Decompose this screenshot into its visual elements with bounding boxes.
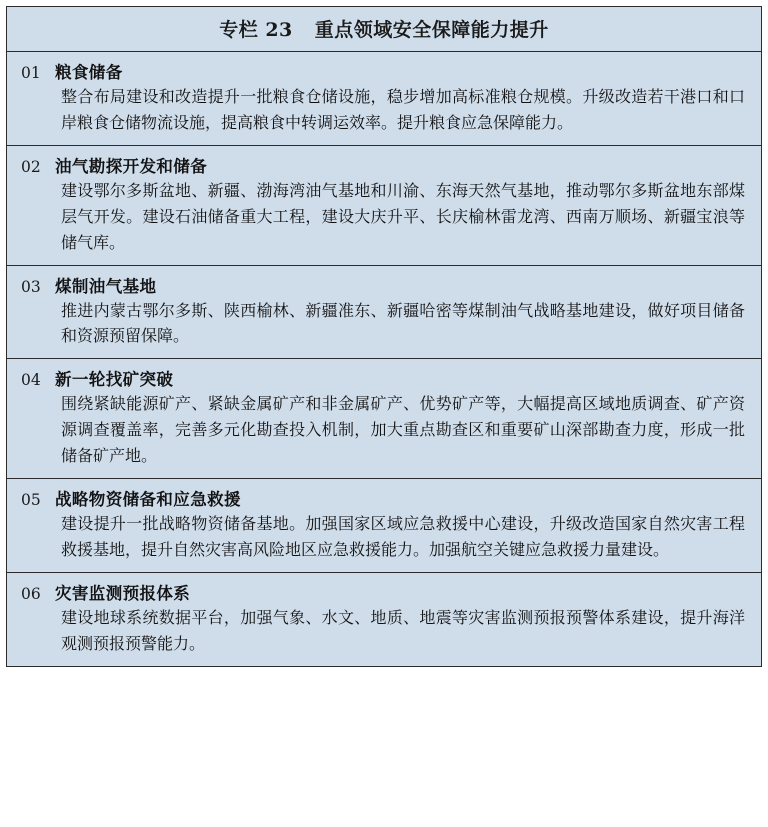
item-number: 01 [21,64,41,82]
item-body: 推进内蒙古鄂尔多斯、陕西榆林、新疆准东、新疆哈密等煤制油气战略基地建设，做好项目储备和资源预留保障。 [61,300,745,346]
item-title: 粮食储备 [55,63,123,82]
item-header [21,580,747,604]
table-title [219,19,549,41]
item-number: 05 [21,491,41,510]
item-body: 建设鄂尔多斯盆地、新疆、渤海湾油气基地和川渝、东海天然气基地，推动鄂尔多斯盆地东部煤层气开发。建设石油储备重大工程，建设大庆升平、长庆榆林雷龙湾、西南万顺场、新疆宝浪等储气库。 [61,180,745,252]
item-body: 建设地球系统数据平台，加强气象、水文、地质、地震等灾害监测预报预警体系建设，提升海洋观测预报预警能力。 [61,607,745,653]
item-number: 02 [21,157,41,176]
item-title: 战略物资储备和应急救援 [55,490,241,510]
item-header [21,366,747,390]
table-title-row [7,7,761,52]
item-number: 03 [21,277,41,296]
item-body: 整合布局建设和改造提升一批粮食仓储设施，稳步增加高标准粮仓规模。升级改造若干港口和口岸粮食仓储物流设施，提高粮食中转调运效率。提升粮食应急保障能力。 [61,87,745,132]
table-row [7,359,761,479]
item-header [21,273,747,297]
table-row [7,479,761,573]
table-row [7,573,761,666]
table-title-text: 重点领域安全保障能力提升 [314,19,549,41]
item-header [21,59,747,83]
item-number: 06 [21,584,41,603]
item-header [21,153,747,177]
item-number: 04 [21,371,41,390]
item-title: 煤制油气基地 [55,276,157,296]
table-title-label: 专栏 23 [219,19,293,41]
item-header [21,486,747,510]
feature-box-table [6,6,762,667]
item-body: 围绕紧缺能源矿产、紧缺金属矿产和非金属矿产、优势矿产等，大幅提高区域地质调查、矿产资源调查覆盖率，完善多元化勘查投入机制，加大重点勘查区和重要矿山深部勘查力度，形成一批储备矿产地。 [61,394,745,466]
item-title: 灾害监测预报体系 [55,583,191,603]
item-title: 油气勘探开发和储备 [55,156,208,176]
table-row [7,146,761,266]
item-title: 新一轮找矿突破 [55,370,174,390]
item-body: 建设提升一批战略物资储备基地。加强国家区域应急救援中心建设，升级改造国家自然灾害工程救援基地，提升自然灾害高风险地区应急救援能力。加强航空关键应急救援力量建设。 [61,514,745,559]
table-row [7,266,761,360]
table-row [7,52,761,146]
